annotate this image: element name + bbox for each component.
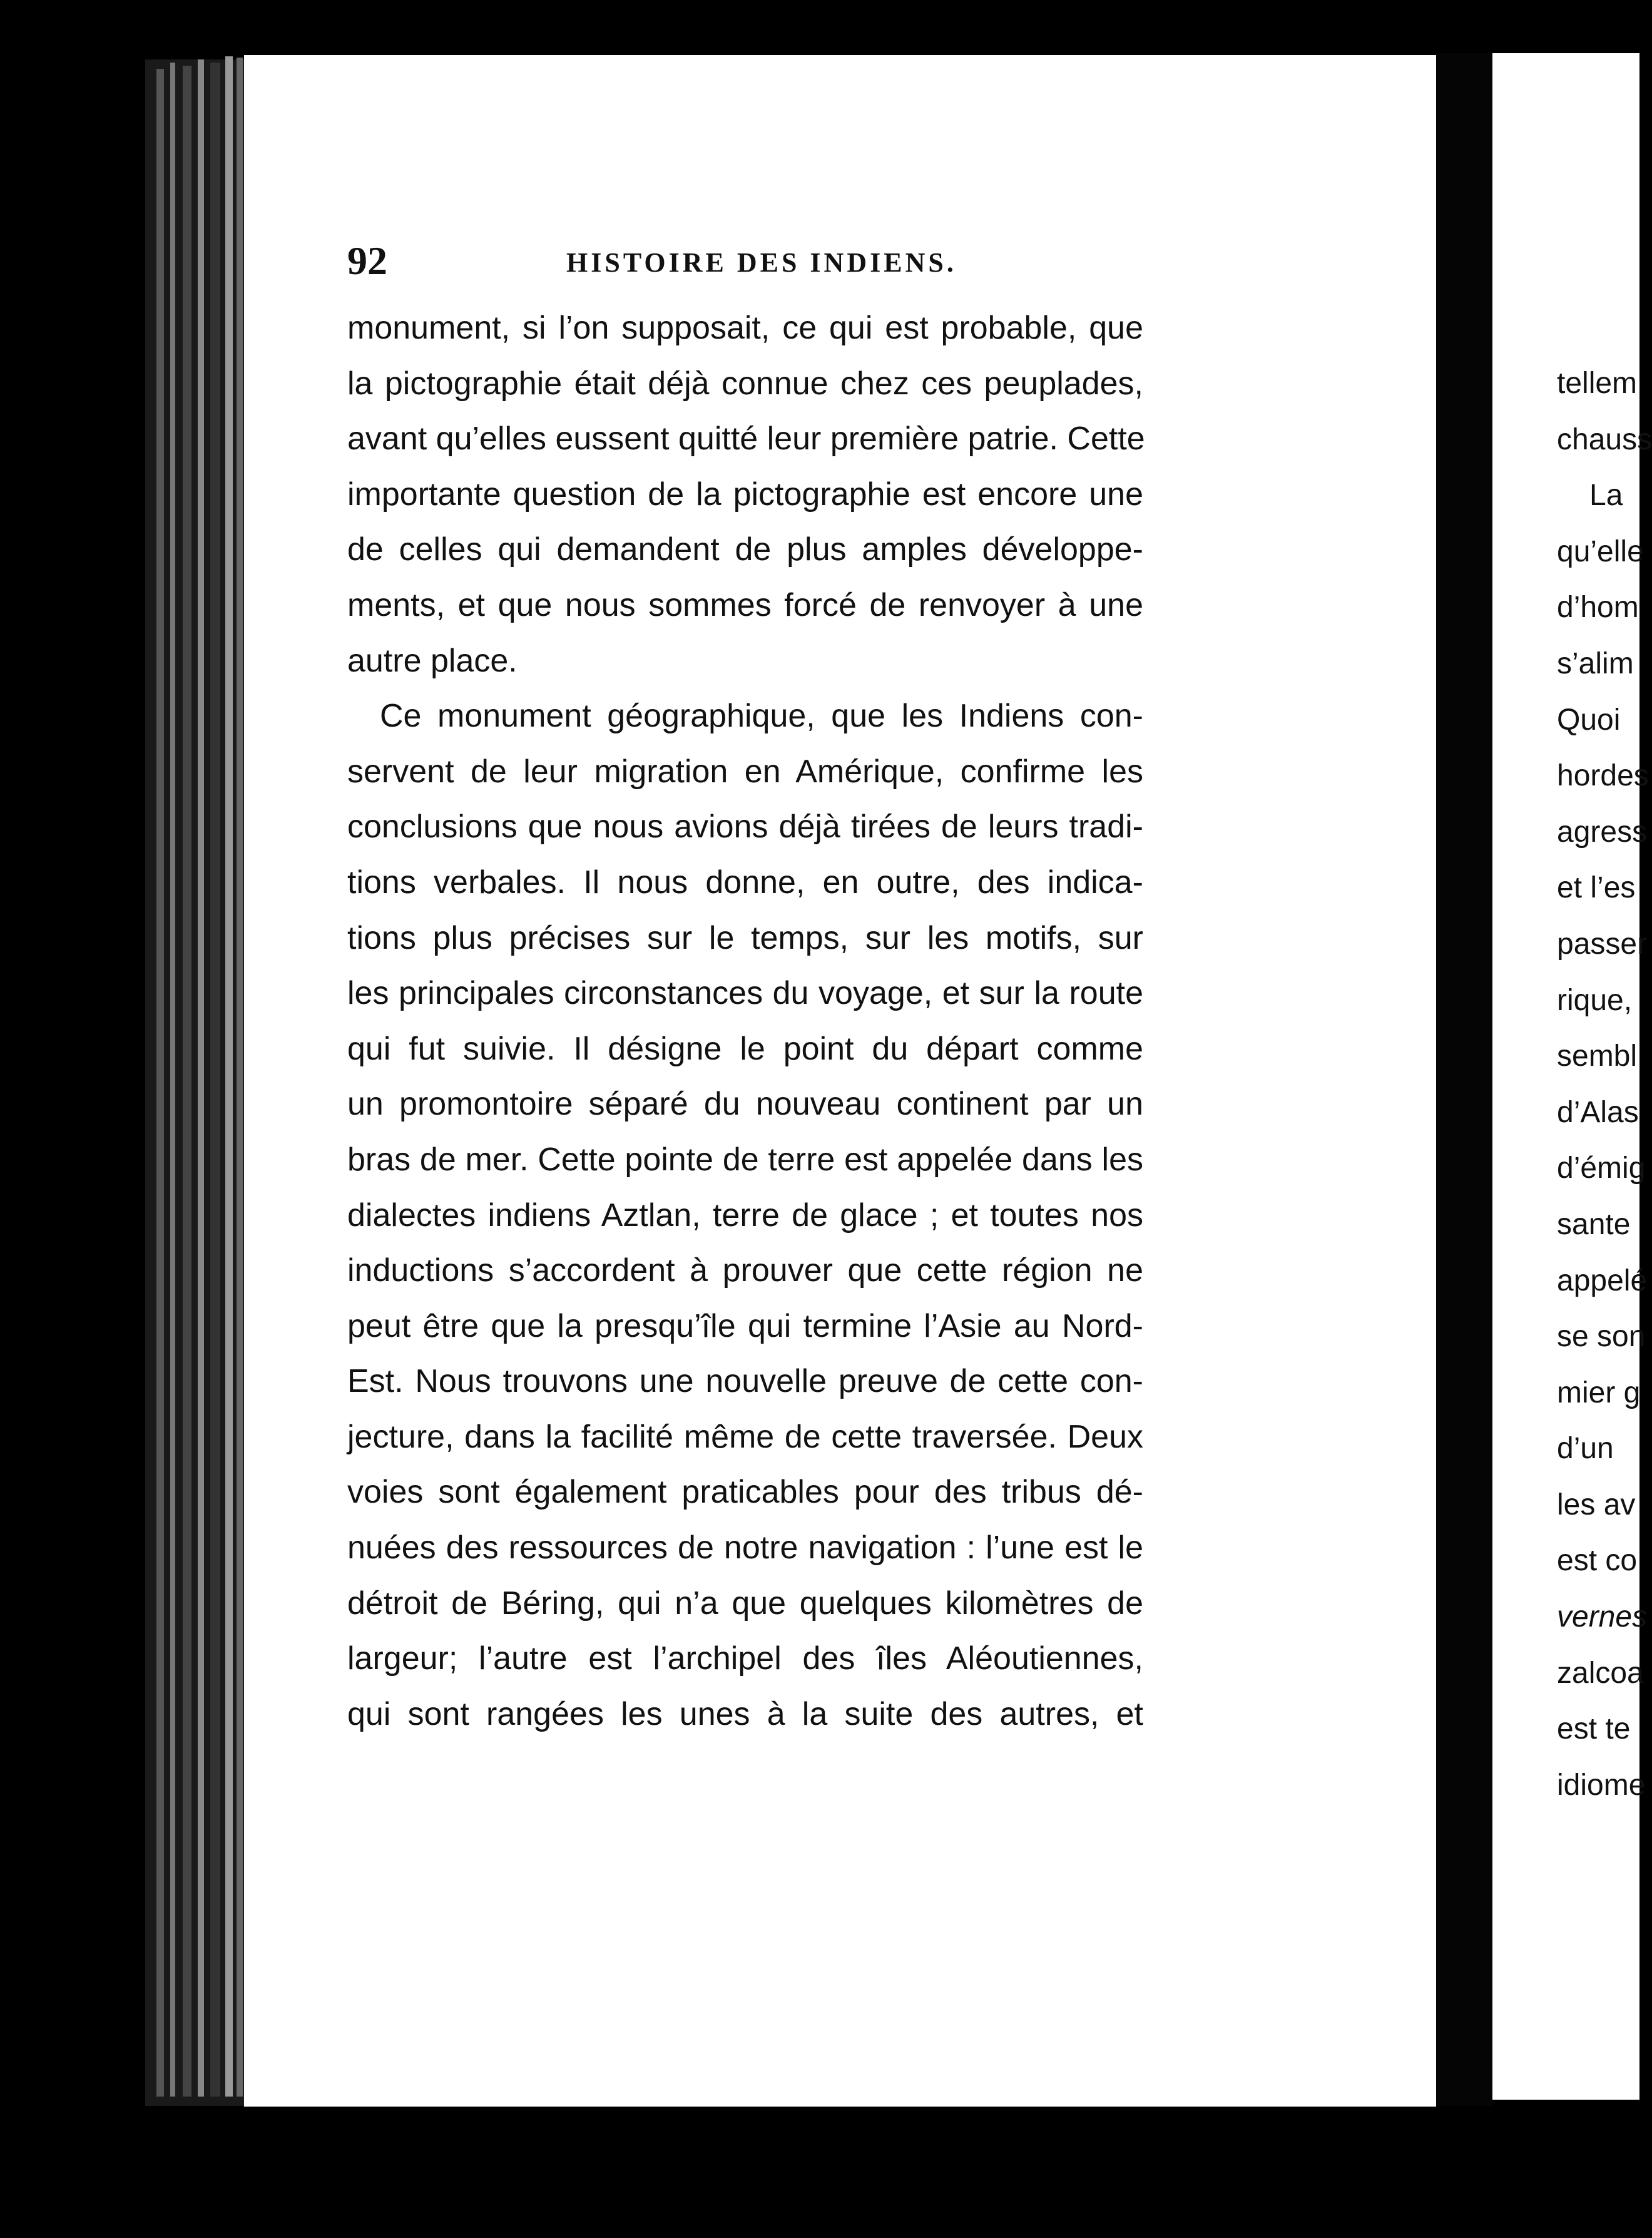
fragment-line: d’émig [1557,1152,1646,1185]
text-line: voies sont également praticables pour des tribus dé- [347,1474,1143,1511]
fragment-line: vernes [1557,1600,1648,1634]
fragment-line: agress [1557,815,1648,849]
fragment-line: tellem [1557,367,1638,400]
fragment-line: mier g [1557,1376,1641,1409]
running-title: HISTOIRE DES INDIENS. [566,247,957,278]
text-line: qui sont rangées les unes à la suite des autres, et [347,1695,1143,1732]
fragment-line: hordes [1557,759,1649,793]
text-line: tions plus précises sur le temps, sur les motifs, sur [347,919,1143,956]
text-line: Ce monument géographique, que les Indiens con- [380,698,1143,735]
text-line: servent de leur migration en Amérique, confirme les [347,753,1143,790]
fragment-line: rique, [1557,983,1633,1017]
fragment-line: s’alim [1557,646,1634,680]
fragment-line: chauss [1557,422,1652,456]
text-line: largeur; l’autre est l’archipel des îles Aléoutiennes, [347,1640,1143,1677]
text-line: qui fut suivie. Il désigne le point du départ comme [347,1030,1143,1067]
text-line: peut être que la presqu’île qui termine l’Asie au Nord- [347,1307,1143,1344]
text-line: jecture, dans la facilité même de cette traversée. Deux [347,1418,1143,1455]
fragment-line: est te [1557,1712,1631,1746]
text-line: autre place. [347,642,518,679]
fragment-line: et l’es [1557,871,1636,905]
text-line: conclusions que nous avions déjà tirées de leurs tradi- [347,809,1143,846]
fragment-line: d’un [1557,1432,1614,1466]
gutter [1436,53,1492,2106]
text-line: avant qu’elles eussent quitté leur première patrie. Cette [347,421,1145,457]
text-line: un promontoire séparé du nouveau continent par un [347,1086,1143,1123]
text-line: détroit de Béring, qui n’a que quelques kilomètres de [347,1585,1143,1622]
fragment-line: appelé [1557,1264,1648,1297]
text-line: nuées des ressources de notre navigation : l’une est le [347,1530,1143,1566]
adjacent-page-text [1557,355,1652,1813]
fragment-line: Quoi [1557,703,1621,737]
fragment-line: zalcoa [1557,1656,1644,1690]
fragment-line: est co [1557,1544,1638,1578]
fragment-line: qu’elle [1557,534,1644,568]
fragment-line: passer [1557,927,1648,961]
fragment-line: les av [1557,1488,1636,1521]
text-line: ments, et que nous sommes forcé de renvoyer à une [347,586,1143,623]
text-line: Est. Nous trouvons une nouvelle preuve de cette con- [347,1363,1143,1400]
fragment-line: idiome [1557,1768,1646,1802]
text-line: importante question de la pictographie est encore une [347,476,1143,513]
text-line: les principales circonstances du voyage, et sur la route [347,975,1143,1012]
page-number: 92 [347,238,387,283]
fragment-line: d’Alas [1557,1095,1639,1129]
fragment-line: d’hom [1557,591,1639,625]
text-line: bras de mer. Cette pointe de terre est appelée dans les [347,1141,1143,1178]
body-text [347,300,1143,1742]
fragment-line: se son [1557,1320,1646,1354]
fragment-line: sante [1557,1207,1631,1241]
text-line: la pictographie était déjà connue chez ces peuplades, [347,365,1143,402]
fragment-line: La [1589,479,1623,513]
text-line: monument, si l’on supposait, ce qui est probable, que [347,310,1143,346]
fragment-line: sembl [1557,1040,1638,1073]
text-line: tions verbales. Il nous donne, en outre, des indica- [347,864,1143,901]
text-line: inductions s’accordent à prouver que cette région ne [347,1252,1143,1289]
text-line: dialectes indiens Aztlan, terre de glace ; et toutes nos [347,1197,1143,1234]
page-edges [145,56,245,2106]
text-line: de celles qui demandent de plus amples développe- [347,531,1143,568]
